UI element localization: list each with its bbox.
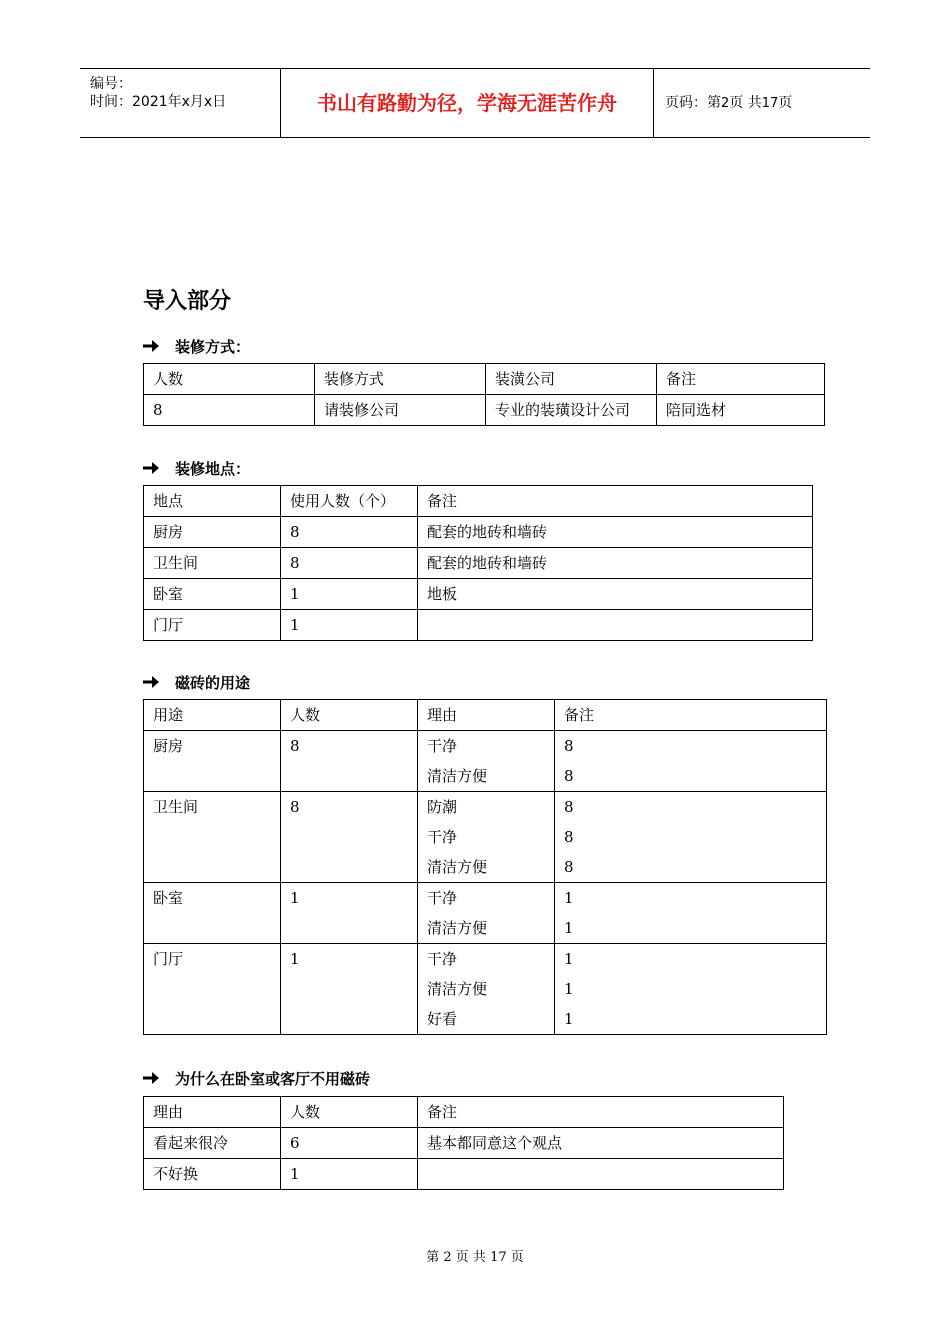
table-cell: 1 — [281, 944, 418, 1035]
table-cell: 请装修公司 — [315, 395, 486, 426]
table-why-not-tiles — [143, 1096, 784, 1190]
table-row — [144, 944, 827, 1035]
table-cell: 基本都同意这个观点 — [418, 1128, 784, 1159]
arrow-right-icon — [143, 338, 165, 356]
table-cell: 人数 — [281, 1097, 418, 1128]
section-heading: 装修地点： — [143, 458, 250, 479]
table-cell: 备注 — [657, 364, 825, 395]
table-cell: 1 — [281, 610, 418, 641]
table-cell: 1 — [281, 579, 418, 610]
table-cell: 厨房 — [144, 731, 281, 792]
page-footer: 第 2 页 共 17 页 — [426, 1250, 524, 1265]
table-cell: 卫生间 — [144, 792, 281, 883]
table-cell: 备注 — [555, 700, 827, 731]
table-cell: 卫生间 — [144, 548, 281, 579]
table-row — [144, 883, 827, 944]
table-cell: 备注 — [418, 1097, 784, 1128]
table-cell: 防潮 干净 清洁方便 — [418, 792, 555, 883]
table-row — [144, 395, 825, 426]
table-cell: 备注 — [418, 486, 813, 517]
table-cell: 干净 清洁方便 — [418, 883, 555, 944]
table-row — [144, 579, 813, 610]
table-header-row — [144, 364, 825, 395]
arrow-right-icon — [143, 674, 165, 692]
section-heading: 为什么在卧室或客厅不用磁砖 — [143, 1068, 370, 1089]
table-cell: 8 — [144, 395, 315, 426]
table-cell: 装修方式 — [315, 364, 486, 395]
table-cell: 卧室 — [144, 883, 281, 944]
table-cell: 1 1 — [555, 883, 827, 944]
header-number: 编号： — [90, 76, 132, 92]
table-cell: 使用人数（个） — [281, 486, 418, 517]
table-cell: 1 1 1 — [555, 944, 827, 1035]
page-title: 导入部分 — [143, 289, 232, 314]
table-cell: 厨房 — [144, 517, 281, 548]
table-cell: 配套的地砖和墙砖 — [418, 548, 813, 579]
table-cell: 8 — [281, 731, 418, 792]
table-cell: 人数 — [144, 364, 315, 395]
table-cell: 人数 — [281, 700, 418, 731]
header-meta — [80, 69, 281, 137]
table-cell: 1 — [281, 1159, 418, 1190]
header-motto: 书山有路勤为径，学海无涯苦作舟 — [281, 69, 654, 137]
table-cell: 干净 清洁方便 好看 — [418, 944, 555, 1035]
table-cell — [418, 1159, 784, 1190]
table-row — [144, 548, 813, 579]
table-cell: 不好换 — [144, 1159, 281, 1190]
table-cell: 陪同选材 — [657, 395, 825, 426]
table-cell: 8 — [281, 792, 418, 883]
table-cell: 干净 清洁方便 — [418, 731, 555, 792]
table-cell: 配套的地砖和墙砖 — [418, 517, 813, 548]
table-cell: 8 8 — [555, 731, 827, 792]
table-cell — [418, 610, 813, 641]
table-cell: 8 8 8 — [555, 792, 827, 883]
header-page-number: 页码：第2页 共17页 — [665, 95, 793, 111]
header-date: 时间：2021年x月x日 — [90, 94, 227, 110]
table-cell: 1 — [281, 883, 418, 944]
table-row — [144, 731, 827, 792]
table-row — [144, 792, 827, 883]
table-header-row — [144, 700, 827, 731]
table-row — [144, 1159, 784, 1190]
table-header-row — [144, 486, 813, 517]
table-tile-usage — [143, 699, 827, 1035]
table-row — [144, 517, 813, 548]
table-cell: 专业的装璜设计公司 — [486, 395, 657, 426]
table-row — [144, 1128, 784, 1159]
table-cell: 用途 — [144, 700, 281, 731]
table-cell: 6 — [281, 1128, 418, 1159]
section-heading: 装修方式： — [143, 336, 250, 357]
table-row — [144, 610, 813, 641]
arrow-right-icon — [143, 1070, 165, 1088]
table-cell: 8 — [281, 548, 418, 579]
table-cell: 门厅 — [144, 944, 281, 1035]
arrow-right-icon — [143, 460, 165, 478]
table-header-row — [144, 1097, 784, 1128]
section-heading: 磁砖的用途 — [143, 672, 250, 693]
page-header — [80, 68, 870, 138]
table-cell: 理由 — [418, 700, 555, 731]
table-cell: 地板 — [418, 579, 813, 610]
table-cell: 8 — [281, 517, 418, 548]
table-cell: 看起来很冷 — [144, 1128, 281, 1159]
table-decoration-location — [143, 485, 813, 641]
table-cell: 装潢公司 — [486, 364, 657, 395]
table-decoration-method — [143, 363, 825, 426]
table-cell: 门厅 — [144, 610, 281, 641]
table-cell: 理由 — [144, 1097, 281, 1128]
table-cell: 地点 — [144, 486, 281, 517]
table-cell: 卧室 — [144, 579, 281, 610]
